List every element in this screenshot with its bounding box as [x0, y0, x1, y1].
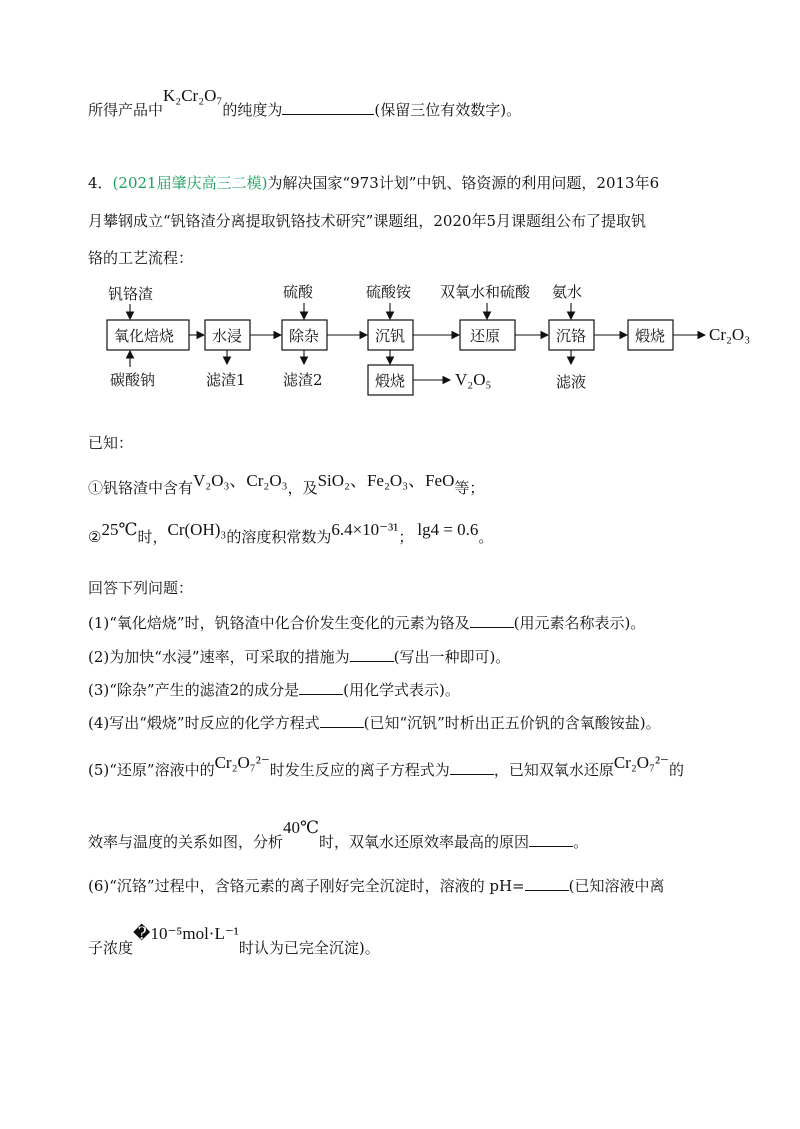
known-item2-text1: 时，	[137, 528, 168, 546]
q3-end: (用化学式表示)。	[343, 681, 460, 699]
question-number: 4．	[88, 174, 113, 192]
q5-line2-b: 时，双氧水还原效率最高的原因	[319, 833, 530, 851]
top-line-prefix: 所得产品中	[88, 101, 164, 119]
q5-text-a: (5)“还原”溶液中的	[88, 761, 215, 779]
subquestion-2	[88, 647, 510, 667]
q5-line2-a: 效率与温度的关系如图，分析	[88, 833, 284, 851]
box-label-reduction: 还原	[470, 327, 501, 345]
box-label-v-precipitation: 沉钒	[375, 327, 406, 345]
input-ammonium-sulfate: 硫酸铵	[366, 283, 412, 301]
known-item2-prefix: ②	[88, 528, 102, 546]
box-label-cr-precipitation: 沉铬	[556, 327, 587, 345]
subquestion-6-line2	[88, 924, 380, 958]
known-item2-formula: Cr(OH)₃	[167, 520, 227, 539]
question-intro-line2: 月攀钢成立“钒铬渣分离提取钒铬技术研究”课题组，2020年5月课题组公布了提取钒	[88, 212, 647, 230]
q6-line2-a: 子浓度	[88, 939, 134, 957]
q6-answer-blank[interactable]	[525, 876, 569, 891]
answer-heading: 回答下列问题：	[88, 579, 194, 597]
box-label-impurity-removal: 除杂	[289, 327, 320, 345]
known-item2	[88, 520, 494, 547]
q4-text: (4)写出“煅烧”时反应的化学方程式	[88, 714, 320, 732]
bottom-output-residue2: 滤渣2	[283, 371, 323, 389]
known-heading: 已知：	[88, 434, 134, 452]
q5-answer-blank-1[interactable]	[450, 760, 494, 775]
subquestion-3	[88, 680, 460, 700]
final-product-label: Cr₂O₃	[709, 325, 751, 344]
box-label-calcination: 煅烧	[635, 327, 666, 345]
top-line	[88, 86, 522, 120]
known-item2-temp: 25℃	[101, 520, 138, 539]
known-item2-ksp: 6.4×10⁻³¹	[331, 520, 399, 539]
input-vcr-slag: 钒铬渣	[108, 285, 154, 303]
q1-text: (1)“氧化焙烧”时，钒铬渣中化合价发生变化的元素为铬及	[88, 614, 470, 632]
question-intro-line1	[88, 173, 659, 193]
q6-line2-b: 时认为已完全沉淀)。	[238, 939, 380, 957]
subquestion-5-line2	[88, 818, 589, 852]
q4-end: (已知“沉钒”时析出正五价钒的含氧酸铵盐)。	[363, 714, 661, 732]
q1-answer-blank[interactable]	[470, 613, 514, 628]
q3-text: (3)“除杂”产生的滤渣2的成分是	[88, 681, 300, 699]
known-item1	[88, 471, 485, 498]
known-item1-mid: ，及	[287, 479, 318, 497]
known-item1-formulas-b: SiO₂、Fe₂O₃、FeO	[317, 471, 455, 490]
question-intro-1: 为解决国家“973计划”中钒、铬资源的利用问题，2013年6	[267, 174, 660, 192]
top-line-text: 的纯度为	[222, 101, 283, 119]
subquestion-1	[88, 613, 645, 633]
q6-text-b: (已知溶液中离	[568, 877, 665, 895]
bottom-input-carbonate: 碳酸钠	[110, 371, 156, 389]
q6-text-a: (6)“沉铬”过程中，含铬元素的离子刚好完全沉淀时，溶液的 pH=	[88, 877, 525, 895]
box-label-water-leach: 水浸	[212, 327, 243, 345]
q6-concentration: �10⁻⁵mol·L⁻¹	[133, 924, 239, 943]
known-item1-suffix: 等；	[454, 479, 485, 497]
q5-ion-1: Cr₂O₇²⁻	[214, 753, 270, 772]
subquestion-4	[88, 713, 661, 733]
bottom-output-filtrate: 滤液	[556, 373, 587, 391]
known-item2-sep: ；	[398, 528, 414, 546]
q5-temp: 40℃	[283, 818, 320, 837]
known-item2-log: lg4 = 0.6	[417, 520, 479, 539]
known-item1-prefix: ①钒铬渣中含有	[88, 479, 194, 497]
known-item2-text2: 的溶度积常数为	[226, 528, 332, 546]
box-label-oxidative-roasting: 氧化焙烧	[114, 327, 175, 345]
known-item1-formulas-a: V₂O₃、Cr₂O₃	[193, 471, 288, 490]
subquestion-6	[88, 876, 664, 896]
input-ammonia: 氨水	[552, 283, 583, 301]
process-flowchart	[0, 275, 800, 405]
bottom-output-residue1: 滤渣1	[206, 371, 246, 389]
box-label-side-calcination: 煅烧	[375, 372, 406, 390]
q5-line2-end: 。	[573, 833, 589, 851]
q5-answer-blank-2[interactable]	[529, 832, 573, 847]
q2-end: (写出一种即可)。	[393, 648, 511, 666]
top-line-suffix: (保留三位有效数字)。	[374, 101, 522, 119]
input-sulfuric-acid: 硫酸	[283, 283, 314, 301]
question-intro-line3: 铬的工艺流程：	[88, 249, 194, 267]
q2-text: (2)为加快“水浸”速率，可采取的措施为	[88, 648, 350, 666]
question-source: (2021届肇庆高三二模)	[112, 174, 268, 192]
known-item2-end: 。	[478, 528, 494, 546]
q2-answer-blank[interactable]	[350, 647, 394, 662]
q1-end: (用元素名称表示)。	[513, 614, 646, 632]
q5-text-c: ，已知双氧水还原	[493, 761, 614, 779]
q5-text-b: 时发生反应的离子方程式为	[269, 761, 450, 779]
q5-ion-2: Cr₂O₇²⁻	[613, 753, 670, 772]
answer-blank[interactable]	[282, 100, 374, 115]
q4-answer-blank[interactable]	[320, 713, 364, 728]
subquestion-5	[88, 753, 685, 780]
side-product-label: V₂O₅	[455, 370, 492, 389]
q3-answer-blank[interactable]	[299, 680, 343, 695]
input-h2o2-h2so4: 双氧水和硫酸	[440, 283, 531, 301]
k2cr2o7-formula: K₂Cr₂O₇	[163, 86, 223, 105]
q5-text-d: 的	[669, 761, 685, 779]
